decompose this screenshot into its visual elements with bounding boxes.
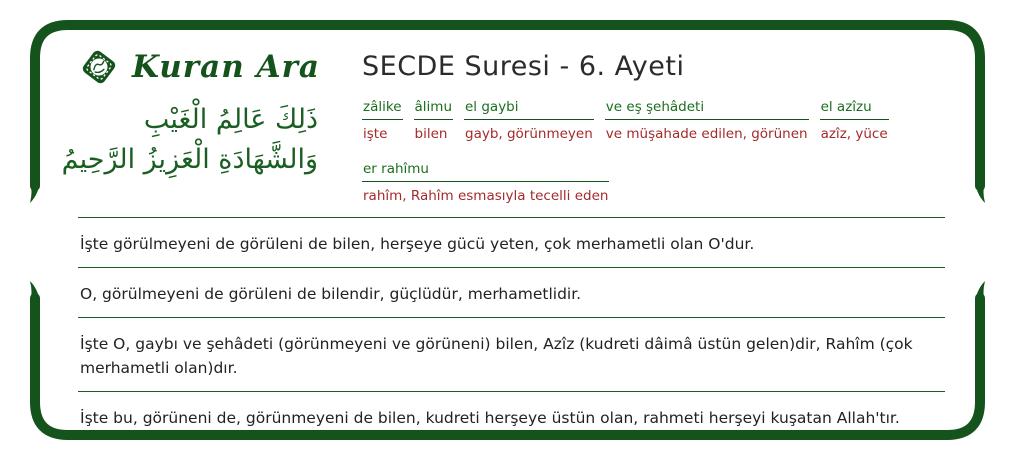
arabic-line-2: وَالشَّهَادَةِ الْعَزِيزُ الرَّحِيمُ [61,144,318,175]
arabic-line-1: ذَلِكَ عَالِمُ الْغَيْبِ [143,104,318,135]
word-cell [820,99,889,142]
site-logo-text: Kuran Ara [131,49,320,85]
word-meaning: ve müşahade edilen, görünen [605,126,808,142]
word-analysis-grid [362,99,947,204]
site-logo[interactable] [72,42,320,92]
word-row [362,161,947,204]
word-cell [464,99,594,142]
quran-book-icon [76,43,122,91]
translation-row: O, görülmeyeni de görüleni de bilendir, güçlüdür, merhametlidir. [78,267,945,317]
word-meaning: bilen [414,126,448,142]
word-cell [362,99,403,142]
word-cell [605,99,809,142]
word-meaning: azîz, yüce [820,126,888,142]
word-transliteration-link[interactable]: el azîzu [820,99,889,120]
translations-list [78,217,945,441]
word-transliteration-link[interactable]: âlimu [414,99,453,120]
page-title: SECDE Suresi - 6. Ayeti [362,51,685,82]
word-transliteration-link[interactable]: zâlike [362,99,403,120]
word-row [362,99,947,142]
word-cell [362,161,609,204]
word-meaning: gayb, görünmeyen [465,126,593,142]
translation-row: İşte O, gaybı ve şehâdeti (görünmeyeni ve görüneni) bilen, Azîz (kudreti dâimâ üstün gelen)dir, Rahîm (çok merhametli olan)dır. [78,317,945,391]
word-transliteration-link[interactable]: er rahîmu [362,161,609,182]
translation-row: İşte bu, görüneni de, görünmeyeni de bilen, kudreti herşeye üstün olan, rahmeti herşeyi kuşatan Allah'tır. [78,391,945,441]
word-cell [414,99,453,142]
verse-arabic-text [30,100,318,180]
word-meaning: işte [363,126,388,142]
word-meaning: rahîm, Rahîm esmasıyla tecelli eden [363,188,609,204]
word-transliteration-link[interactable]: ve eş şehâdeti [605,99,809,120]
word-transliteration-link[interactable]: el gaybi [464,99,594,120]
translation-row: İşte görülmeyeni de görüleni de bilen, herşeye gücü yeten, çok merhametli olan O'dur. [78,217,945,267]
